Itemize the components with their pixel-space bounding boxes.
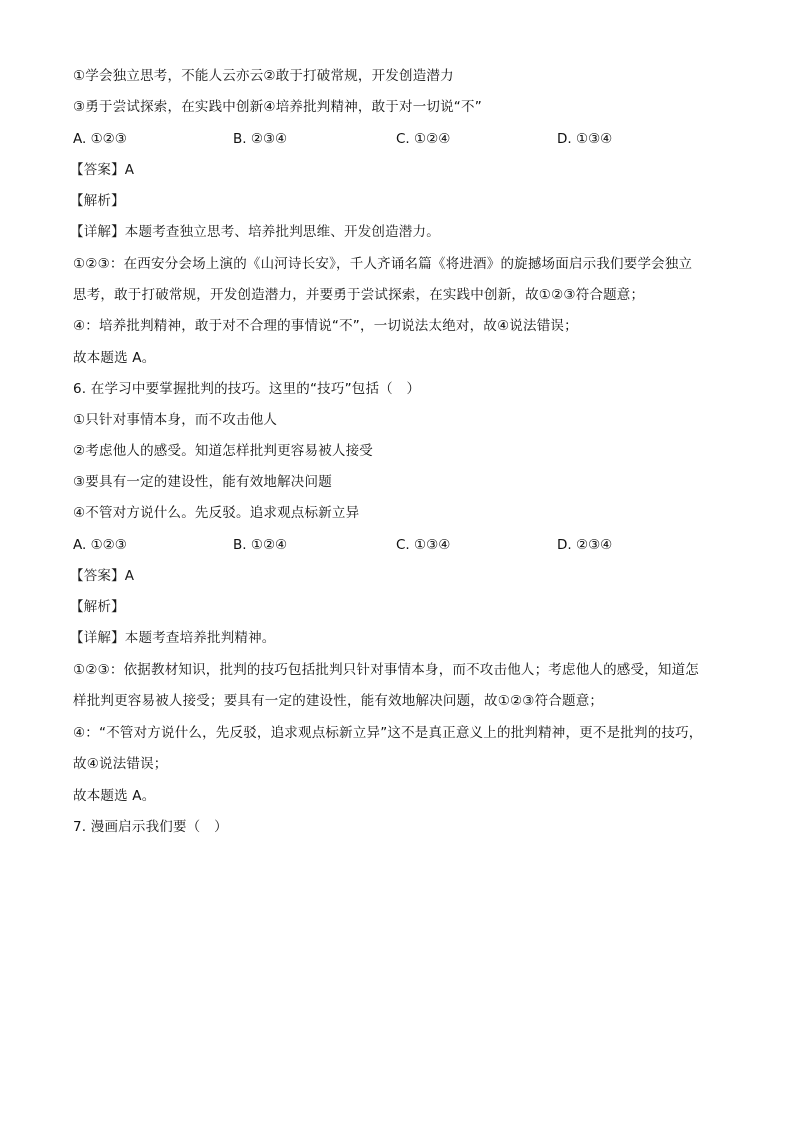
q6-statement-3: ③要具有一定的建设性，能有效地解决问题: [73, 474, 332, 490]
q6-option-c: C. ①③④: [396, 537, 451, 553]
q5-option-b: B. ②③④: [233, 131, 288, 147]
q6-detail: 【详解】本题考查培养批判精神。: [70, 630, 276, 646]
q5-detail: 【详解】本题考查独立思考、培养批判思维、开发创造潜力。: [70, 224, 440, 240]
q5-answer: 【答案】A: [70, 162, 135, 178]
q5-option-d: D. ①③④: [557, 131, 613, 147]
q6-analysis-label: 【解析】: [70, 599, 125, 615]
q5-option-a: A. ①②③: [73, 131, 127, 147]
q6-explanation-2-line-2: 故④说法错误；: [73, 756, 168, 772]
q6-answer: 【答案】A: [70, 568, 135, 584]
q5-statement-line-2: ③勇于尝试探索，在实践中创新④培养批判精神，敢于对一切说“不”: [73, 99, 482, 115]
q5-analysis-label: 【解析】: [70, 193, 125, 209]
q6-statement-2: ②考虑他人的感受。知道怎样批判更容易被人接受: [73, 443, 374, 459]
q6-conclusion: 故本题选 A。: [73, 788, 156, 804]
q5-explanation-1-line-2: 思考，敢于打破常规，开发创造潜力，并要勇于尝试探索，在实践中创新，故①②③符合题意；: [73, 287, 645, 303]
q6-option-d: D. ②③④: [557, 537, 613, 553]
q5-explanation-1-line-1: ①②③：在西安分会场上演的《山河诗长安》，千人齐诵名篇《将进酒》的旋撼场面启示我们要学会独立: [73, 256, 693, 272]
q6-option-b: B. ①②④: [233, 537, 288, 553]
q6-explanation-1-line-1: ①②③：依据教材知识，批判的技巧包括批判只针对事情本身，而不攻击他人；考虑他人的感受，知道怎: [73, 662, 700, 678]
q5-conclusion: 故本题选 A。: [73, 350, 156, 366]
q6-statement-1: ①只针对事情本身，而不攻击他人: [73, 412, 278, 428]
q5-statement-line-1: ①学会独立思考，不能人云亦云②敢于打破常规，开发创造潜力: [73, 68, 454, 84]
q6-explanation-2-line-1: ④：“不管对方说什么，先反驳，追求观点标新立异”这不是真正意义上的批判精神，更不是批判的技巧，: [73, 725, 703, 741]
q6-explanation-1-line-2: 样批判更容易被人接受；要具有一定的建设性，能有效地解决问题，故①②③符合题意；: [73, 693, 604, 709]
q6-question: 6. 在学习中要掌握批判的技巧。这里的“技巧”包括（ ）: [73, 381, 421, 397]
q5-explanation-2: ④：培养批判精神，敢于对不合理的事情说“不”，一切说法太绝对，故④说法错误；: [73, 318, 578, 334]
q6-statement-4: ④不管对方说什么。先反驳。追求观点标新立异: [73, 505, 360, 521]
q6-option-a: A. ①②③: [73, 537, 127, 553]
q7-question: 7. 漫画启示我们要（ ）: [73, 819, 228, 835]
q5-option-c: C. ①②④: [396, 131, 451, 147]
